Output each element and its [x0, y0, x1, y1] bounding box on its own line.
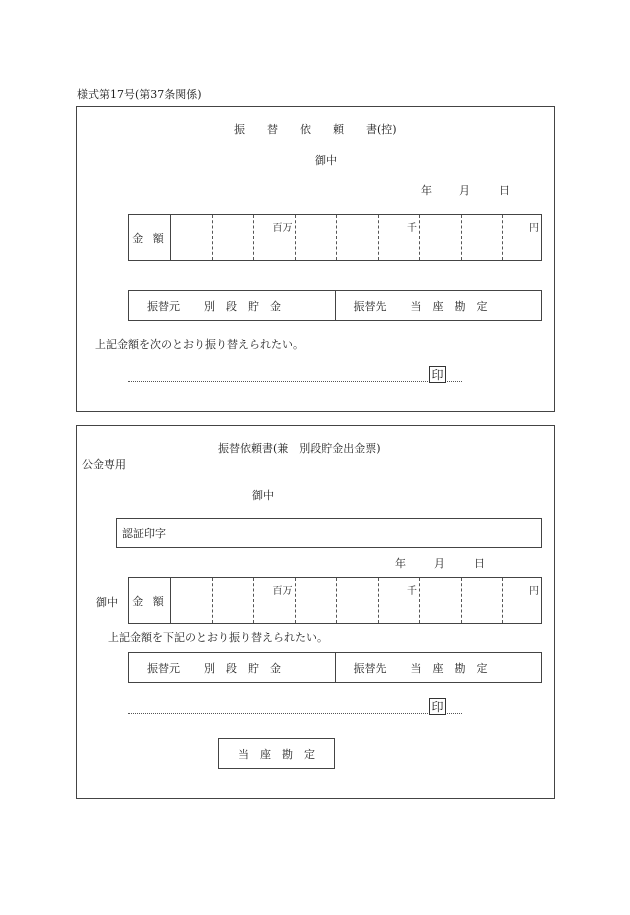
source-value: 別 段 貯 金 — [204, 299, 281, 313]
amount-digit[interactable] — [379, 578, 421, 623]
amount-label: 金 額 — [129, 215, 171, 260]
amount-digit[interactable] — [254, 578, 296, 623]
section-1-amount-grid — [128, 214, 542, 261]
unit-million: 百万 — [272, 586, 293, 597]
section-1-addressee: 御中 — [315, 154, 337, 167]
certification-label: 認証印字 — [122, 527, 166, 540]
amount-digit[interactable] — [254, 215, 296, 260]
unit-million: 百万 — [272, 223, 293, 234]
amount-digit[interactable] — [462, 578, 504, 623]
section-2-day: 日 — [474, 557, 485, 570]
transfer-source — [129, 653, 336, 682]
section-2-year: 年 — [395, 557, 406, 570]
dest-label: 振替先 — [353, 661, 387, 675]
section-1-month: 月 — [459, 184, 470, 197]
transfer-destination — [336, 653, 542, 682]
unit-thousand: 千 — [407, 586, 417, 597]
form-number: 様式第17号(第37条関係) — [77, 88, 202, 101]
source-value: 別 段 貯 金 — [204, 661, 281, 675]
transfer-destination — [336, 291, 542, 320]
section-2-addressee: 御中 — [252, 489, 274, 502]
transfer-source — [129, 291, 336, 320]
amount-digit[interactable] — [420, 578, 462, 623]
amount-digit[interactable] — [503, 578, 541, 623]
section-2-amount-grid — [128, 577, 542, 624]
amount-digit[interactable] — [337, 578, 379, 623]
amount-digit[interactable] — [379, 215, 421, 260]
amount-digit[interactable] — [296, 215, 338, 260]
unit-yen: 円 — [529, 586, 539, 597]
section-2-signature-line[interactable] — [128, 713, 462, 714]
account-box — [218, 738, 335, 769]
public-funds-label: 公金専用 — [82, 458, 126, 471]
section-1-statement: 上記金額を次のとおり振り替えられたい。 — [95, 338, 304, 351]
section-1-year: 年 — [421, 184, 432, 197]
account-box-label: 当 座 勘 定 — [238, 747, 315, 761]
section-2-statement: 上記金額を下記のとおり振り替えられたい。 — [108, 631, 328, 644]
amount-digit[interactable] — [462, 215, 504, 260]
amount-digit[interactable] — [337, 215, 379, 260]
amount-label: 金 額 — [129, 578, 171, 623]
dest-value: 当 座 勘 定 — [410, 661, 488, 675]
section-1-transfer-table — [128, 290, 542, 321]
amount-digit[interactable] — [420, 215, 462, 260]
dest-label: 振替先 — [353, 299, 387, 313]
source-label: 振替元 — [147, 661, 180, 675]
section-2-side-addressee: 御中 — [96, 596, 118, 609]
dest-value: 当 座 勘 定 — [410, 299, 488, 313]
certification-box — [116, 518, 542, 548]
amount-digit[interactable] — [296, 578, 338, 623]
section-2-month: 月 — [434, 557, 445, 570]
section-1-title: 振 替 依 頼 書(控) — [234, 123, 397, 136]
amount-digit[interactable] — [171, 578, 213, 623]
amount-digit[interactable] — [171, 215, 213, 260]
section-1-signature-line[interactable] — [128, 381, 462, 382]
unit-thousand: 千 — [407, 223, 417, 234]
unit-yen: 円 — [529, 223, 539, 234]
section-2-transfer-table — [128, 652, 542, 683]
seal-mark: 印 — [429, 366, 446, 383]
amount-digit[interactable] — [503, 215, 541, 260]
seal-mark: 印 — [429, 698, 446, 715]
amount-digit[interactable] — [213, 215, 255, 260]
section-1-day: 日 — [499, 184, 510, 197]
section-2-title: 振替依頼書(兼 別段貯金出金票) — [218, 442, 381, 455]
amount-digit[interactable] — [213, 578, 255, 623]
source-label: 振替元 — [147, 299, 180, 313]
